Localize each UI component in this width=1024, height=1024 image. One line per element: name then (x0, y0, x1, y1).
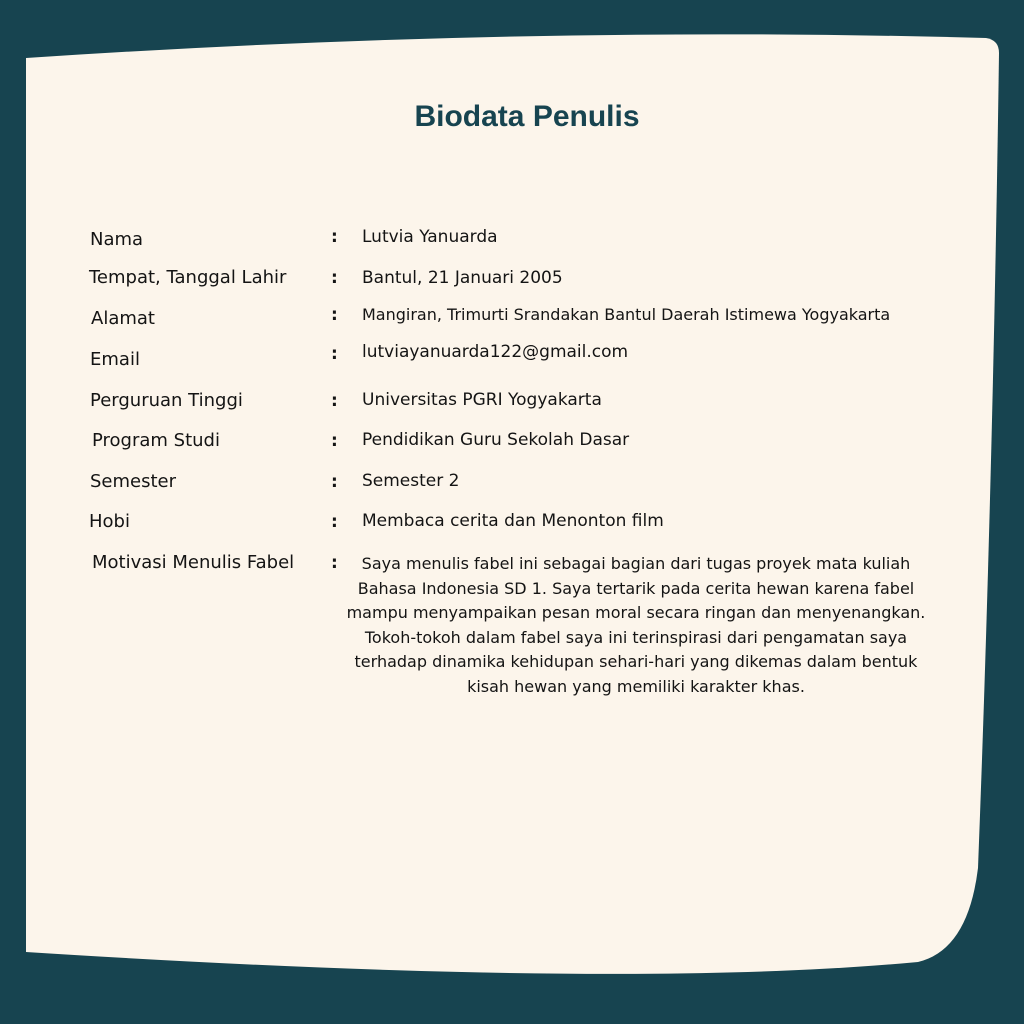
value-nama: Lutvia Yanuarda (362, 227, 498, 247)
label-alamat: Alamat (91, 308, 155, 329)
label-program-studi: Program Studi (92, 430, 220, 451)
value-motivasi-menulis-fabel: Saya menulis fabel ini sebagai bagian dari tugas proyek mata kuliah Bahasa Indonesia SD 1. Saya tertarik pada cerita hewan karena fabel mampu menyampaikan pesan moral secara ringan dan menyenangkan. Tokoh-tokoh dalam fabel saya ini terinspirasi dari pengamatan saya terhadap dinamika kehidupan sehari-hari yang dikemas dalam bentuk kisah hewan yang memiliki karakter khas. (346, 554, 926, 696)
value-alamat: Mangiran, Trimurti Srandakan Bantul Daerah Istimewa Yogyakarta (362, 305, 891, 324)
colon-semester: : (331, 472, 338, 492)
value-tempat-tanggal-lahir: Bantul, 21 Januari 2005 (362, 268, 563, 288)
colon-program-studi: : (331, 431, 338, 451)
label-email: Email (90, 349, 140, 370)
colon-alamat: : (331, 305, 338, 325)
colon-tempat-tanggal-lahir: : (331, 268, 338, 288)
colon-email: : (331, 344, 338, 364)
colon-perguruan-tinggi: : (331, 391, 338, 411)
colon-motivasi-menulis-fabel: : (331, 553, 338, 573)
label-perguruan-tinggi: Perguruan Tinggi (90, 390, 243, 411)
value-email: lutviayanuarda122@gmail.com (362, 342, 629, 362)
value-perguruan-tinggi: Universitas PGRI Yogyakarta (362, 390, 602, 410)
label-tempat-tanggal-lahir: Tempat, Tanggal Lahir (89, 267, 287, 288)
label-nama: Nama (90, 229, 144, 250)
value-semester: Semester 2 (362, 471, 460, 491)
label-motivasi-menulis-fabel: Motivasi Menulis Fabel (92, 552, 295, 573)
label-hobi: Hobi (89, 511, 130, 532)
value-program-studi: Pendidikan Guru Sekolah Dasar (362, 430, 630, 450)
colon-nama: : (331, 227, 338, 247)
value-hobi: Membaca cerita dan Menonton film (362, 511, 664, 531)
colon-hobi: : (331, 512, 338, 532)
page-title: Biodata Penulis (414, 100, 640, 133)
label-semester: Semester (90, 471, 177, 492)
